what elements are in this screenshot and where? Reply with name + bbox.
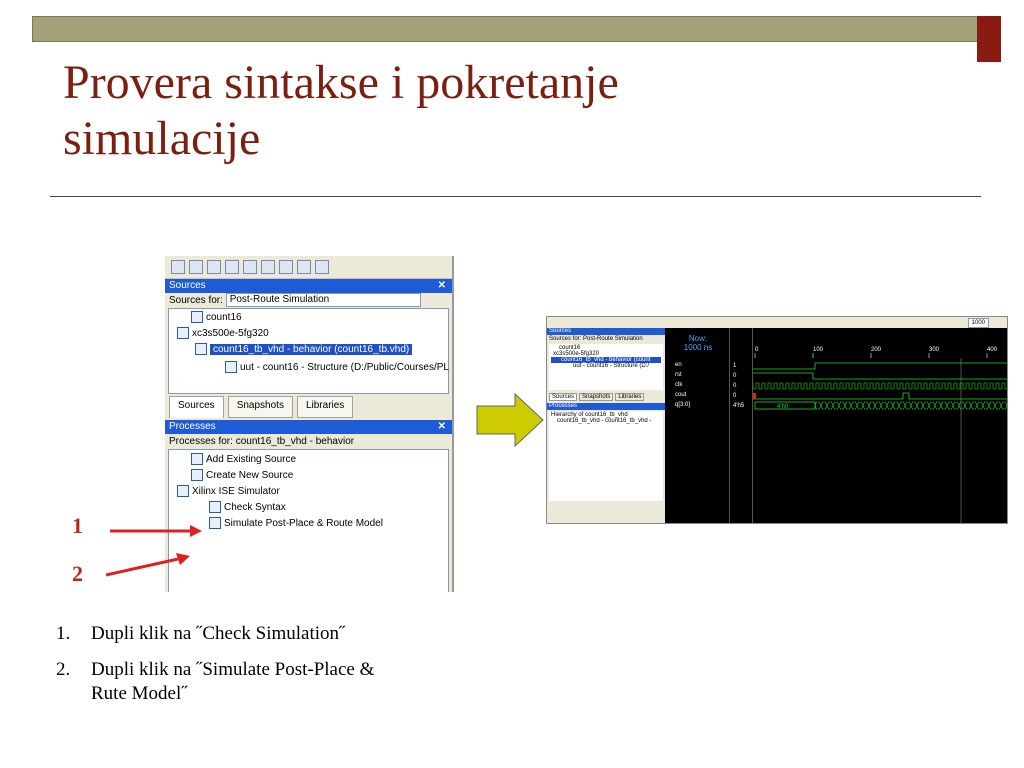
signal-value: 0 — [733, 393, 737, 399]
annotation-number-2: 2 — [72, 561, 83, 586]
sim-sources-for: Sources for: Post-Route Simulation — [549, 336, 643, 342]
signal-value: 1 — [733, 363, 737, 369]
simulation-screenshot — [546, 316, 1008, 524]
zoom-input[interactable]: 1000 — [968, 318, 989, 328]
process-simulate-post-place-route[interactable] — [209, 517, 383, 531]
toolbar-icon[interactable] — [315, 260, 329, 274]
wave-q-segment — [887, 402, 893, 409]
now-label: Now: — [688, 334, 708, 343]
tab-snapshots[interactable]: Snapshots — [579, 393, 613, 401]
sim-tabs — [547, 391, 665, 403]
tree-item[interactable] — [225, 361, 449, 375]
arrow-1 — [110, 525, 202, 537]
process-label: Check Syntax — [224, 502, 286, 513]
tab-sources[interactable]: Sources — [169, 396, 224, 418]
wave-q-segment — [833, 402, 839, 409]
signal-value: 0 — [733, 383, 737, 389]
wave-q-segment — [935, 402, 941, 409]
signal-names — [667, 328, 729, 523]
sim-toolbar — [547, 317, 1007, 328]
sources-for-label: Sources for: — [169, 295, 223, 306]
tree-item[interactable] — [191, 311, 242, 325]
tree-item-label: uut - count16 - Structure (D:/Public/Courses/PL — [240, 362, 449, 373]
file-icon — [191, 311, 203, 323]
window-icon — [191, 469, 203, 481]
time-tick-label: 100 — [813, 347, 824, 353]
process-add-existing-source[interactable] — [191, 453, 296, 467]
toolbar-icon[interactable] — [243, 260, 257, 274]
tab-libraries[interactable]: Libraries — [615, 393, 644, 401]
ise-toolbar — [165, 256, 452, 279]
wave-q-segment — [905, 402, 911, 409]
wave-q-segment — [881, 402, 887, 409]
processes-header-label: Processes — [169, 421, 216, 432]
toolbar-icon[interactable] — [279, 260, 293, 274]
wave-q-segment — [863, 402, 869, 409]
list-item-text: Dupli klik na ˝Simulate Post-Place & Rute Model˝ — [91, 659, 375, 704]
wave-cout — [753, 393, 1008, 399]
wave-q-segment — [995, 402, 1001, 409]
hierarchy-label: Hierarchy of count16_tb_vhd — [551, 412, 628, 418]
sources-header-label: Sources — [169, 280, 206, 291]
title-line-2: simulacije — [63, 112, 261, 165]
module-icon — [225, 361, 237, 373]
title-line-1: Provera sintakse i pokretanje — [63, 56, 619, 109]
wave-q-segment — [815, 402, 821, 409]
tree-item[interactable]: count16 — [559, 345, 581, 351]
wave-q-segment — [917, 402, 923, 409]
toolbar-icon[interactable] — [225, 260, 239, 274]
toolbar-icon[interactable] — [297, 260, 311, 274]
signal-name[interactable]: q[3:0] — [675, 402, 691, 408]
list-item-number: 2. — [56, 659, 71, 680]
sim-sources-tree — [549, 344, 663, 390]
wave-q-segment — [977, 402, 983, 409]
signal-values — [729, 328, 752, 523]
list-item — [56, 622, 476, 646]
tab-snapshots[interactable]: Snapshots — [228, 396, 293, 418]
processes-header — [165, 420, 452, 434]
tree-item-selected[interactable] — [195, 343, 412, 357]
sources-tabs — [165, 394, 452, 420]
sources-for-row — [165, 293, 452, 308]
process-label: Xilinx ISE Simulator — [192, 486, 280, 497]
wave-q-segment — [857, 402, 863, 409]
wave-q-segment — [1007, 402, 1008, 409]
tree-item[interactable]: xc3s500e-5fg320 — [553, 351, 600, 357]
signal-value: 0 — [733, 373, 737, 379]
signal-name-list — [667, 360, 729, 410]
hierarchy-item[interactable]: count16_tb_vhd - count16_tb_vhd - — [557, 418, 652, 424]
wave-q-segment — [869, 402, 875, 409]
annotation-number-1: 1 — [72, 513, 83, 538]
wave-q-segment — [959, 402, 965, 409]
decorative-top-bar — [32, 16, 979, 42]
time-tick-label: 400 — [987, 347, 998, 353]
sources-header — [165, 279, 452, 293]
sources-for-select[interactable]: Post-Route Simulation — [226, 293, 421, 307]
wave-q-segment — [827, 402, 833, 409]
signal-name[interactable]: en — [675, 362, 682, 368]
annotation-arrows — [100, 515, 210, 585]
slide-title — [63, 55, 943, 167]
wave-rst — [753, 373, 1008, 379]
testbench-icon — [195, 343, 207, 355]
tree-item-label: xc3s500e-5fg320 — [192, 328, 269, 339]
process-label: Add Existing Source — [206, 454, 297, 465]
processes-for-label: Processes for: count16_tb_vhd - behavior — [169, 436, 355, 447]
tree-item-label: count16 — [206, 312, 242, 323]
wave-q-segment — [947, 402, 953, 409]
wave-q-segment — [983, 402, 989, 409]
wave-q-segment — [821, 402, 827, 409]
tab-libraries[interactable]: Libraries — [297, 396, 353, 418]
signal-value: 4'h5 — [733, 403, 745, 409]
wave-q-segment — [893, 402, 899, 409]
close-icon[interactable]: ✕ — [437, 280, 446, 291]
chip-icon — [177, 327, 189, 339]
wave-q-label: 4'h0 — [777, 404, 789, 410]
decorative-red-block — [977, 16, 1001, 62]
wave-q-segment — [923, 402, 929, 409]
wave-q-segment — [941, 402, 947, 409]
toolbar-icon[interactable] — [171, 260, 185, 274]
time-tick-label: 200 — [871, 347, 882, 353]
processes-tree — [168, 449, 449, 592]
window-icon — [191, 453, 203, 465]
close-icon[interactable]: ✕ — [437, 421, 446, 432]
wave-q-segment — [911, 402, 917, 409]
wave-q-segment — [899, 402, 905, 409]
process-label: Create New Source — [206, 470, 294, 481]
title-divider — [50, 196, 981, 197]
simulate-icon — [209, 517, 221, 529]
wave-q-segment — [1001, 402, 1007, 409]
wave-q-segment — [929, 402, 935, 409]
wave-clk — [753, 383, 1008, 389]
arrow-2 — [106, 553, 190, 575]
sim-sources-header: Sources — [547, 328, 665, 335]
simulator-icon — [177, 485, 189, 497]
tree-item-selected[interactable]: count16_tb_vhd - behavior (count — [551, 357, 661, 363]
wave-q-segment — [875, 402, 881, 409]
toolbar-icon[interactable] — [189, 260, 203, 274]
sim-left-panel — [547, 328, 665, 523]
process-create-new-source[interactable] — [191, 469, 293, 483]
tab-sources[interactable]: Sources — [549, 393, 577, 401]
toolbar-icon[interactable] — [261, 260, 275, 274]
process-check-syntax[interactable] — [209, 501, 286, 515]
sim-hierarchy — [549, 411, 663, 501]
toolbar-icon[interactable] — [207, 260, 221, 274]
wave-q-segment — [851, 402, 857, 409]
sources-tree — [168, 308, 449, 394]
waveform-svg — [753, 328, 1008, 523]
process-label: Simulate Post-Place & Route Model — [224, 518, 383, 529]
wave-q-segment — [845, 402, 851, 409]
waveform-area — [752, 328, 1008, 523]
tree-item[interactable]: uut - count16 - Structure (D:/ — [573, 363, 650, 369]
signal-value-list — [730, 361, 752, 411]
signal-name[interactable]: cout — [675, 392, 687, 398]
wave-q-segment — [839, 402, 845, 409]
time-tick-label: 300 — [929, 347, 940, 353]
wave-q-segment — [965, 402, 971, 409]
sim-processes-header: Processes — [547, 403, 665, 410]
wave-en — [753, 363, 1008, 369]
signal-name[interactable]: clk — [675, 382, 683, 388]
list-item-text: Dupli klik na ˝Check Simulation˝ — [91, 623, 346, 644]
process-xilinx-ise-simulator[interactable] — [177, 485, 280, 499]
signal-name[interactable]: rst — [675, 372, 682, 378]
wave-q-segment — [971, 402, 977, 409]
instruction-list — [56, 622, 476, 718]
list-item — [56, 658, 476, 706]
wave-cout-undefined — [753, 393, 756, 399]
arrow-right-icon — [475, 392, 545, 448]
wave-q-segment — [989, 402, 995, 409]
refresh-icon — [209, 501, 221, 513]
tree-item[interactable] — [177, 327, 269, 341]
time-tick-label: 0 — [755, 347, 759, 353]
now-value: 1000 ns — [683, 343, 713, 352]
list-item-number: 1. — [56, 623, 71, 644]
wave-q-segment — [953, 402, 959, 409]
tree-item-label: count16_tb_vhd - behavior (count16_tb.vhd) — [210, 344, 412, 355]
